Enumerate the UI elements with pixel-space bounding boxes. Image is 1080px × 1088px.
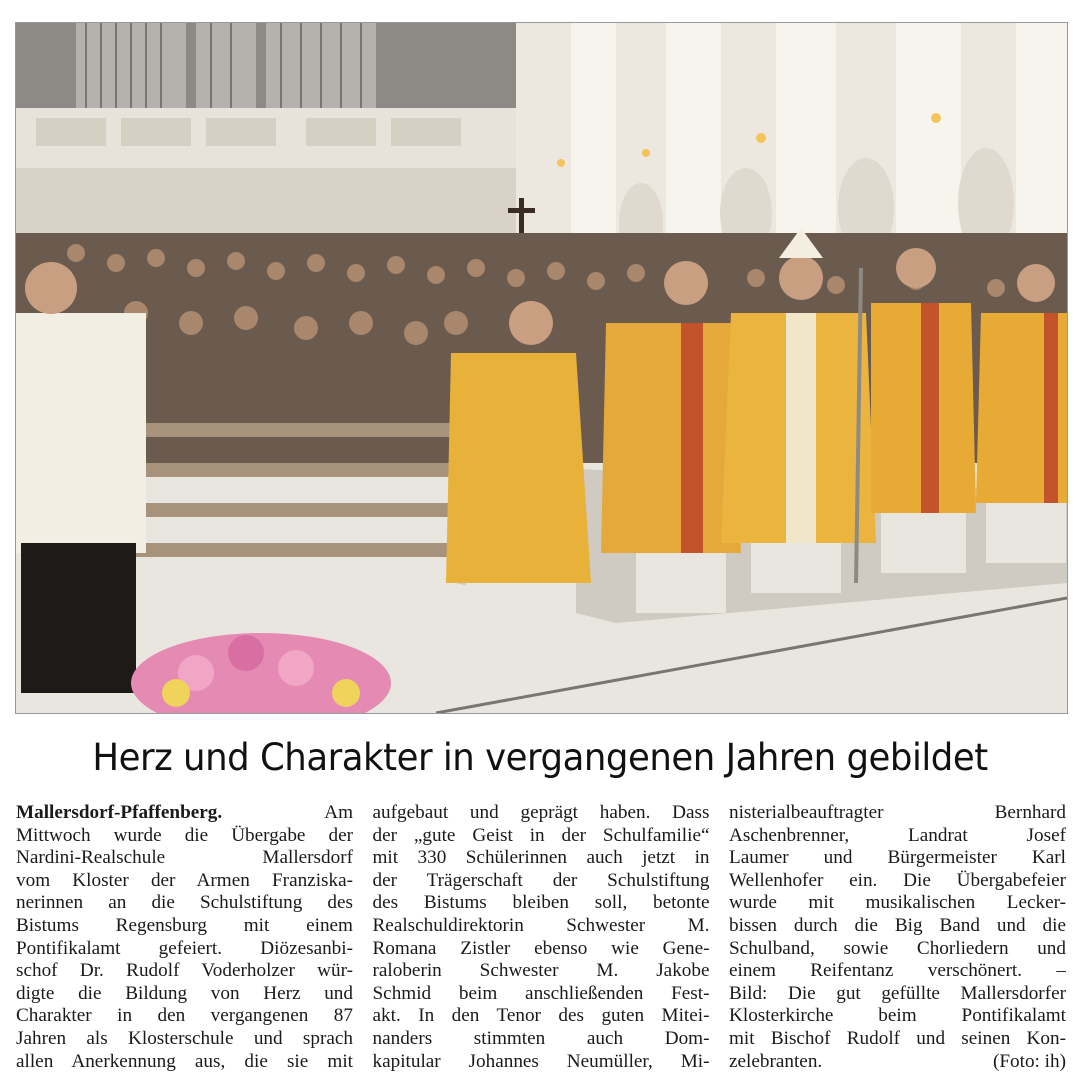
article-line: raloberin Schwester M. Jakobe xyxy=(372,960,710,982)
article-line: Pontifikalamt gefeiert. Diözesanbi- xyxy=(16,937,353,959)
article-line: Bistums Regensburg mit einem xyxy=(16,914,353,936)
article-line: des Bistums bleiben soll, betonte xyxy=(372,892,710,914)
article-column-1 xyxy=(16,802,353,1073)
article-line: akt. In den Tenor des guten Mitei- xyxy=(372,1005,710,1027)
article-line: nerinnen an die Schulstiftung des xyxy=(16,892,353,914)
article-line: nisterialbeauftragter Bernhard xyxy=(729,802,1066,823)
article-line: digte die Bildung von Herz und xyxy=(16,982,353,1004)
article-line: Jahren als Klosterschule und sprach xyxy=(16,1027,353,1049)
article-line: Mallersdorf-Pfaffenberg. Am xyxy=(16,802,353,823)
article-line: vom Kloster der Armen Franziska- xyxy=(16,869,353,891)
article-line: Schmid beim anschließenden Fest- xyxy=(372,982,710,1004)
church-procession-photo-icon xyxy=(16,23,1067,713)
article-photo xyxy=(15,22,1068,714)
article-line: zelebranten. (Foto: ih) xyxy=(729,1050,1066,1072)
article-line: nanders stimmten auch Dom- xyxy=(372,1027,710,1049)
photo-credit: (Foto: ih) xyxy=(992,1050,1066,1072)
article-line: Laumer und Bürgermeister Karl xyxy=(729,847,1066,869)
article-line: mit 330 Schülerinnen auch jetzt in xyxy=(372,847,710,869)
article-line: Realschuldirektorin Schwester M. xyxy=(372,914,710,936)
article-line: wurde mit musikalischen Lecker- xyxy=(729,892,1066,914)
article-line: allen Anerkennung aus, die sie mit xyxy=(16,1050,353,1072)
article-line: Romana Zistler ebenso wie Gene- xyxy=(372,937,710,959)
article-line: Schulband, sowie Chorliedern und xyxy=(729,937,1066,959)
article-line: Bild: Die gut gefüllte Mallersdorfer xyxy=(729,982,1066,1004)
article-line: schof Dr. Rudolf Voderholzer wür- xyxy=(16,960,353,982)
article-line: Aschenbrenner, Landrat Josef xyxy=(729,824,1066,846)
article-line: Nardini-Realschule Mallersdorf xyxy=(16,847,353,869)
article-column-3 xyxy=(729,802,1066,1073)
article-line: kapitular Johannes Neumüller, Mi- xyxy=(372,1050,710,1072)
article-line: Klosterkirche beim Pontifikalamt xyxy=(729,1005,1066,1027)
article-column-2 xyxy=(373,802,710,1073)
article-line: Charakter in den vergangenen 87 xyxy=(16,1005,353,1027)
article-line: mit Bischof Rudolf und seinen Kon- xyxy=(729,1027,1066,1049)
article-headline: Herz und Charakter in vergangenen Jahren gebildet xyxy=(92,736,988,779)
article-line: der Trägerschaft der Schulstiftung xyxy=(372,869,710,891)
article-line: bissen durch die Big Band und die xyxy=(729,914,1066,936)
article-line: Mittwoch wurde die Übergabe der xyxy=(16,824,353,846)
article-line: der „gute Geist in der Schulfamilie“ xyxy=(372,824,710,846)
article-line: Wellenhofer ein. Die Übergabefeier xyxy=(729,869,1066,891)
dateline: Mallersdorf-Pfaffenberg. xyxy=(16,802,223,823)
article-line: einem Reifentanz verschönert. – xyxy=(729,960,1066,982)
article-body xyxy=(16,802,1066,1073)
article-line: aufgebaut und geprägt haben. Dass xyxy=(372,802,710,823)
